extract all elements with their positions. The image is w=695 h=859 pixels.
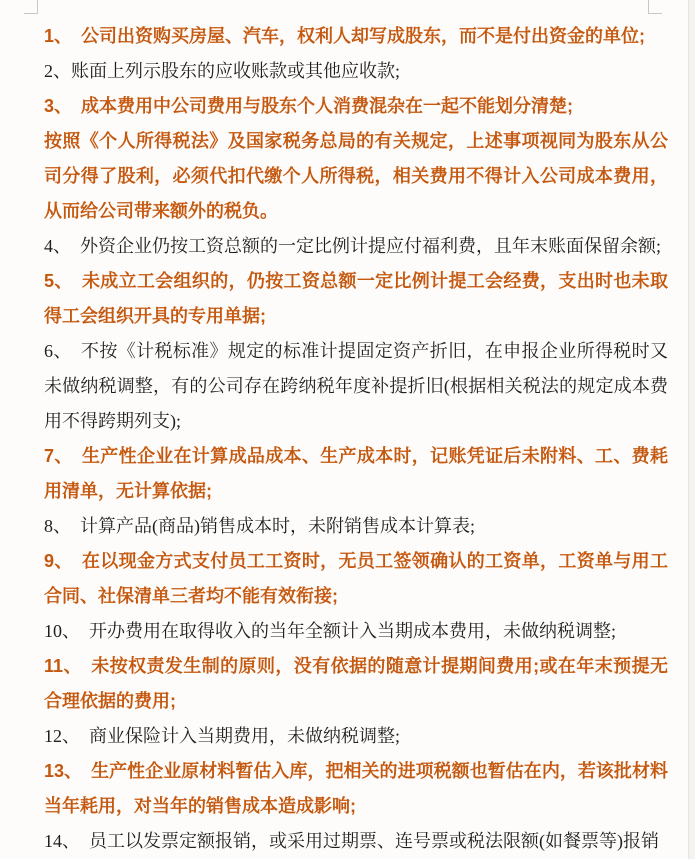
list-item-1: 1、 公司出资购买房屋、汽车，权利人却写成股东，而不是付出资金的单位; <box>44 26 646 46</box>
page-edge <box>688 0 695 859</box>
list-item-9: 9、 在以现金方式支付员工工资时，无员工签领确认的工资单，工资单与用工合同、社保清单三者均不能有效衔接; <box>44 551 668 606</box>
list-item-8: 8、 计算产品(商品)销售成本时，未附销售成本计算表; <box>44 516 475 536</box>
list-item-3-note: 按照《个人所得税法》及国家税务总局的有关规定，上述事项视同为股东从公司分得了股利，必须代扣代缴个人所得税，相关费用不得计入公司成本费用，从而给公司带来额外的税负。 <box>44 131 668 221</box>
list-item-4: 4、 外资企业仍按工资总额的一定比例计提应付福利费，且年末账面保留余额; <box>44 236 661 256</box>
list-item-10: 10、 开办费用在取得收入的当年全额计入当期成本费用，未做纳税调整; <box>44 621 616 641</box>
list-item-7: 7、 生产性企业在计算成品成本、生产成本时，记账凭证后未附料、工、费耗用清单，无计算依据; <box>44 446 668 501</box>
list-item-2: 2、账面上列示股东的应收账款或其他应收款; <box>44 61 400 81</box>
document-body <box>44 19 668 859</box>
list-item-13: 13、 生产性企业原材料暂估入库，把相关的进项税额也暂估在内，若该批材料当年耗用，对当年的销售成本造成影响; <box>44 761 668 816</box>
list-item-14: 14、 员工以发票定额报销，或采用过期票、连号票或税法限额(如餐票等)报销 <box>44 831 659 851</box>
list-item-5: 5、 未成立工会组织的，仍按工资总额一定比例计提工会经费，支出时也未取得工会组织开具的专用单据; <box>44 271 668 326</box>
text-boundary-mark-top-right <box>648 0 662 14</box>
list-item-11: 11、 未按权责发生制的原则，没有依据的随意计提期间费用;或在年末预提无合理依据的费用; <box>44 656 668 711</box>
list-item-3: 3、 成本费用中公司费用与股东个人消费混杂在一起不能划分清楚; <box>44 96 574 116</box>
list-item-6: 6、 不按《计税标准》规定的标准计提固定资产折旧，在申报企业所得税时又未做纳税调整，有的公司存在跨纳税年度补提折旧(根据相关税法的规定成本费用不得跨期列支); <box>44 341 668 431</box>
text-boundary-mark-top-left <box>24 0 38 14</box>
list-item-12: 12、 商业保险计入当期费用，未做纳税调整; <box>44 726 400 746</box>
